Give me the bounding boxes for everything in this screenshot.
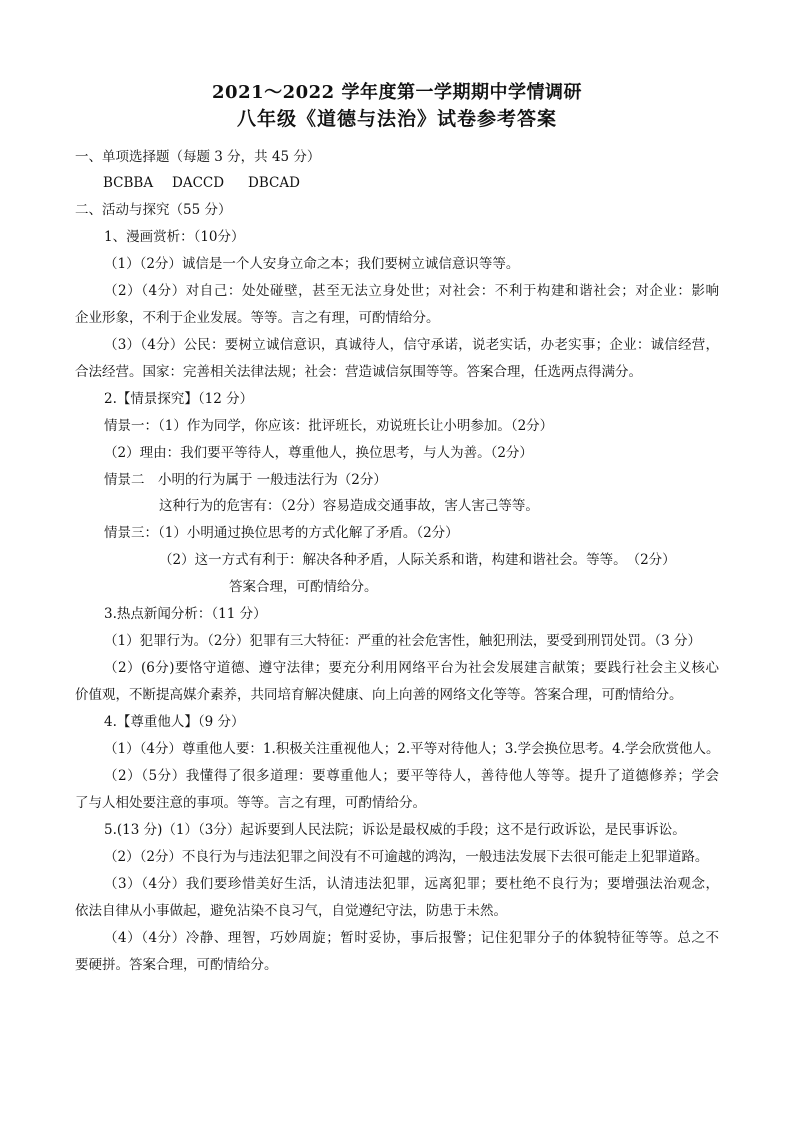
exam-title-line1: 2021～2022 学年度第一学期期中学情调研 <box>212 82 582 103</box>
answer-line: 情景三：（1）小明通过换位思考的方式化解了矛盾。（2分） <box>104 525 459 541</box>
answer-line: （1）（2分）诚信是一个人安身立命之本；我们要树立诚信意识等等。 <box>104 256 520 272</box>
answer-line: 1、漫画赏析：（10分） <box>104 229 245 245</box>
answer-line: 依法自律从小事做起，避免沾染不良习气，自觉遵纪守法，防患于未然。 <box>75 903 507 919</box>
mc-answers-group-2: DACCD <box>172 175 225 191</box>
answer-line: 2.【情景探究】（12 分） <box>104 391 254 407</box>
answer-line: 这种行为的危害有：（2分）容易造成交通事故，害人害己等等。 <box>159 498 539 514</box>
section1-heading: 一、单项选择题（每题 3 分，共 45 分） <box>75 149 321 165</box>
answer-line: （3）（4分）我们要珍惜美好生活，认清违法犯罪，远离犯罪；要杜绝不良行为；要增强法治观念， <box>104 876 719 892</box>
answer-line: （2）（4分）对自己：处处碰壁，甚至无法立身处世；对社会：不利于构建和谐社会；对企业：影响 <box>104 283 719 299</box>
mc-answers-group-1: BCBBA <box>103 175 154 191</box>
mc-answers-group-3: DBCAD <box>248 175 300 191</box>
answer-line: 答案合理，可酌情给分。 <box>229 579 378 595</box>
answer-line: （1）（4分）尊重他人要：1.积极关注重视他人；2.平等对待他人；3.学会换位思考。4.学会欣赏他人。 <box>104 741 720 757</box>
answer-line: 企业形象，不利于企业发展。等等。言之有理，可酌情给分。 <box>75 310 440 326</box>
answer-line: 5.(13 分)（1）（3分）起诉要到人民法院；诉讼是最权威的手段；这不是行政诉讼，是民事诉讼。 <box>104 822 686 838</box>
section2-heading: 二、活动与探究（55 分） <box>75 202 232 218</box>
answer-line: 4.【尊重他人】（9 分） <box>104 714 245 730</box>
exam-title-line2: 八年级《道德与法治》试卷参考答案 <box>236 108 557 130</box>
answer-line: （2）(6分)要恪守道德、遵守法律；要充分利用网络平台为社会发展建言献策；要践行社会主义核心 <box>104 660 719 676</box>
answer-line: 3.热点新闻分析：（11 分） <box>104 606 267 622</box>
answer-line: （2）（5分）我懂得了很多道理：要尊重他人；要平等待人，善待他人等等。提升了道德修养；学会 <box>104 768 719 784</box>
answer-line: （1）犯罪行为。（2分）犯罪有三大特征：严重的社会危害性，触犯刑法，要受到刑罚处罚。（3 分） <box>104 633 702 649</box>
answer-line: 要硬拼。答案合理，可酌情给分。 <box>75 957 278 973</box>
answer-line: 情景二 小明的行为属于 一般违法行为（2分） <box>104 472 387 488</box>
answer-line: 情景一：（1）作为同学，你应该：批评班长，劝说班长让小明参加。（2分） <box>104 418 554 434</box>
answer-line: 价值观，不断提高媒介素养，共同培育解决健康、向上向善的网络文化等等。答案合理，可酌情给分。 <box>75 687 683 703</box>
answer-line: （2）这一方式有利于：解决各种矛盾，人际关系和谐，构建和谐社会。等等。 （2分） <box>159 552 676 568</box>
answer-line: （4）（4分）冷静、理智，巧妙周旋；暂时妥协，事后报警；记住犯罪分子的体貌特征等等。总之不 <box>104 930 719 946</box>
answer-line: （2）理由：我们要平等待人，尊重他人，换位思考，与人为善。（2分） <box>104 445 533 461</box>
answer-line: 合法经营。国家：完善相关法律法规；社会：营造诚信氛围等等。答案合理，任选两点得满分。 <box>75 364 642 380</box>
answer-line: 了与人相处要注意的事项。等等。言之有理，可酌情给分。 <box>75 795 426 811</box>
answer-line: （3）（4分）公民：要树立诚信意识，真诚待人，信守承诺，说老实话，办老实事；企业：诚信经营， <box>104 337 719 353</box>
answer-line: （2）（2分）不良行为与违法犯罪之间没有不可逾越的鸿沟，一般违法发展下去很可能走上犯罪道路。 <box>104 849 709 865</box>
